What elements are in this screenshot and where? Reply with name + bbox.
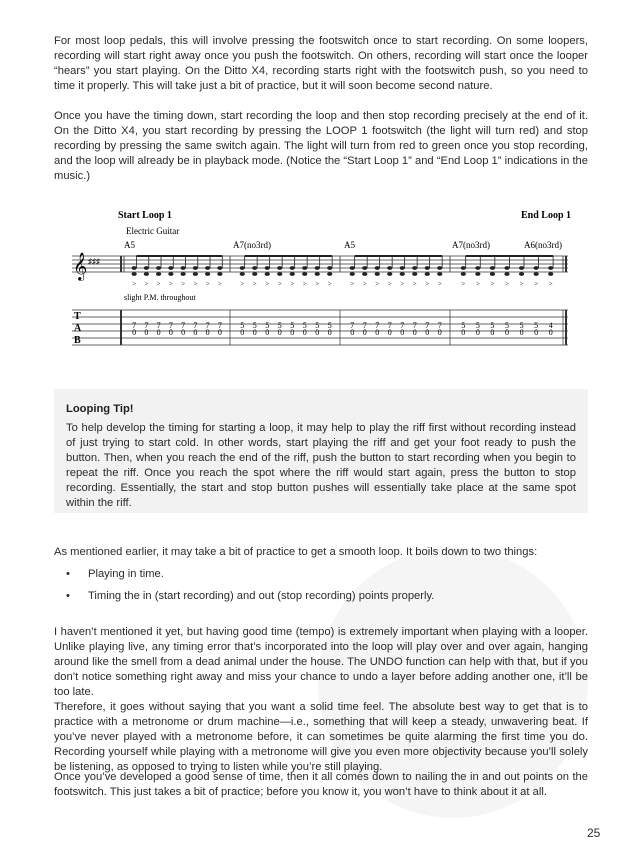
list-item-text: Timing the in (start recording) and out (stop recording) points properly.	[88, 590, 435, 602]
tab-number-top: 5	[302, 321, 307, 330]
notehead	[548, 272, 553, 276]
performance-note: slight P.M. throughout	[124, 293, 196, 302]
tab-number-bottom: 0	[315, 328, 320, 337]
tab-number-top: 7	[412, 321, 417, 330]
notehead	[290, 272, 295, 276]
bullet-icon: •	[66, 568, 70, 580]
tab-numbers	[132, 321, 553, 337]
notehead	[327, 266, 332, 270]
tab-number-bottom: 0	[362, 328, 367, 337]
notehead	[144, 272, 149, 276]
notehead	[490, 266, 495, 270]
notehead	[168, 272, 173, 276]
notehead	[302, 266, 307, 270]
accent-mark: >	[534, 280, 539, 288]
tab-number-top: 5	[519, 321, 524, 330]
notehead	[375, 266, 380, 270]
tab-number-bottom: 0	[490, 328, 495, 337]
notehead	[252, 266, 257, 270]
tab-number-top: 5	[240, 321, 245, 330]
chord-label: A5	[124, 240, 135, 250]
notehead	[504, 266, 509, 270]
instrument-label: Electric Guitar	[126, 226, 180, 236]
notehead	[240, 272, 245, 276]
notehead	[132, 266, 137, 270]
notehead	[240, 266, 245, 270]
notehead	[461, 272, 466, 276]
start-loop-label: Start Loop 1	[118, 210, 172, 221]
paragraph-metronome: Therefore, it goes without saying that you want a solid time feel. The absolute best way to get that is to practice with a metronome or drum machine—i.e., something that will keep a steady, unwavering beat. If you’ve never played with a metronome before, it can sometimes be quite alarming the first time you do. Recording yourself while playing with a metronome will give you even more objectivity because you’ll solely be listening, as opposed to trying to listen while you’re still playing.	[54, 701, 588, 774]
tab-number-bottom: 0	[387, 328, 392, 337]
notehead	[519, 272, 524, 276]
notehead	[350, 272, 355, 276]
notehead	[302, 272, 307, 276]
tab-number-top: 7	[205, 321, 210, 330]
notehead	[205, 272, 210, 276]
tab-number-top: 5	[461, 321, 466, 330]
accent-mark: >	[461, 280, 466, 288]
notehead	[519, 266, 524, 270]
notehead	[193, 272, 198, 276]
tab-number-bottom: 0	[548, 328, 553, 337]
tab-number-top: 5	[315, 321, 320, 330]
accent-mark: >	[156, 280, 161, 288]
notehead	[548, 266, 553, 270]
bullet-icon: •	[66, 590, 70, 602]
tab-letter: A	[74, 323, 82, 334]
tab-number-bottom: 0	[461, 328, 466, 337]
chord-label: A7(no3rd)	[452, 240, 490, 250]
treble-clef-icon: 𝄞	[73, 254, 88, 280]
notehead	[252, 272, 257, 276]
accent-mark: >	[144, 280, 149, 288]
accent-mark: >	[425, 280, 430, 288]
tab-number-bottom: 0	[217, 328, 222, 337]
tab-number-top: 7	[156, 321, 161, 330]
tab-number-top: 7	[362, 321, 367, 330]
notehead	[315, 266, 320, 270]
tab-number-top: 7	[132, 321, 137, 330]
notehead	[277, 272, 282, 276]
tab-number-bottom: 0	[350, 328, 355, 337]
tab-number-top: 7	[437, 321, 442, 330]
chord-label: A5	[344, 240, 355, 250]
accent-mark: >	[265, 280, 270, 288]
notehead	[437, 266, 442, 270]
tab-number-top: 7	[400, 321, 405, 330]
tab-number-bottom: 0	[400, 328, 405, 337]
tab-number-bottom: 0	[534, 328, 539, 337]
tab-number-bottom: 0	[437, 328, 442, 337]
notehead	[265, 266, 270, 270]
tab-number-bottom: 0	[193, 328, 198, 337]
tab-number-top: 7	[375, 321, 380, 330]
notehead	[475, 272, 480, 276]
list-item	[66, 589, 434, 611]
accent-mark: >	[277, 280, 282, 288]
accent-mark: >	[375, 280, 380, 288]
tab-number-top: 7	[193, 321, 198, 330]
accent-mark: >	[490, 280, 495, 288]
list-item	[66, 567, 434, 589]
notehead	[461, 266, 466, 270]
accent-mark: >	[327, 280, 332, 288]
tab-number-bottom: 0	[519, 328, 524, 337]
paragraph-good-time: I haven’t mentioned it yet, but having good time (tempo) is extremely important when playing with a looper. Unlike playing live, any timing error that’s incorporated into the loop will play over and over again, hanging around like the smell from a dead animal under the house. The UNDO function can help with that, but if you don’t notice something right away and miss your chance to undo a layer before adding another one, it’ll be too late.	[54, 626, 588, 699]
accent-mark: >	[548, 280, 553, 288]
notehead	[350, 266, 355, 270]
notehead	[217, 272, 222, 276]
notehead	[362, 266, 367, 270]
notehead	[168, 266, 173, 270]
tab-letter: B	[74, 335, 81, 346]
notehead	[425, 272, 430, 276]
notehead	[412, 266, 417, 270]
paragraph-intro: For most loop pedals, this will involve pressing the footswitch once to start recording. On some loopers, recording will start right away once you push the footswitch. On others, recording will start once the looper “hears” you start playing. On the Ditto X4, recording starts right with the footswitch push, so you need to time it properly. This will take just a bit of practice, but it will soon become second nature.	[54, 35, 588, 93]
accent-mark: >	[181, 280, 186, 288]
accent-mark: >	[302, 280, 307, 288]
tab-number-bottom: 0	[412, 328, 417, 337]
tab-number-top: 7	[144, 321, 149, 330]
accent-mark: >	[350, 280, 355, 288]
tab-number-top: 5	[475, 321, 480, 330]
tab-number-top: 7	[350, 321, 355, 330]
accent-mark: >	[132, 280, 137, 288]
paragraph-timing: Once you have the timing down, start recording the loop and then stop recording precisely at the end of it. On the Ditto X4, you start recording by pressing the LOOP 1 footswitch (the light will turn red) and stop recording by pressing the same switch again. The light will turn from red to green once you stop recording, and the loop will already be in playback mode. (Notice the “Start Loop 1” and “End Loop 1” indications in the music.)	[54, 110, 588, 183]
tab-number-top: 5	[490, 321, 495, 330]
accent-mark: >	[315, 280, 320, 288]
notehead	[327, 272, 332, 276]
notehead	[504, 272, 509, 276]
tab-number-top: 4	[548, 321, 553, 330]
notehead	[290, 266, 295, 270]
tab-number-bottom: 0	[375, 328, 380, 337]
accent-mark: >	[412, 280, 417, 288]
accent-mark: >	[475, 280, 480, 288]
notehead	[387, 266, 392, 270]
notehead	[181, 266, 186, 270]
notehead	[534, 272, 539, 276]
tab-letter: T	[74, 311, 81, 322]
tab-number-bottom: 0	[181, 328, 186, 337]
tab-number-top: 5	[277, 321, 282, 330]
notehead	[277, 266, 282, 270]
notehead	[181, 272, 186, 276]
tab-number-top: 5	[265, 321, 270, 330]
list-item-text: Playing in time.	[88, 568, 164, 580]
notehead	[362, 272, 367, 276]
tab-number-bottom: 0	[505, 328, 509, 337]
notehead	[490, 272, 495, 276]
accent-mark: >	[217, 280, 222, 288]
notehead	[156, 272, 161, 276]
tab-number-top: 5	[534, 321, 539, 330]
notehead	[315, 272, 320, 276]
paragraph-footswitch: Once you’ve developed a good sense of time, then it all comes down to nailing the in and out points on the footswitch. This just takes a bit of practice; before you know it, you won’t have to think about it at all.	[54, 771, 588, 799]
accent-mark: >	[362, 280, 367, 288]
tab-number-bottom: 0	[252, 328, 257, 337]
notehead	[437, 272, 442, 276]
music-notation	[66, 204, 576, 354]
tab-number-bottom: 0	[327, 328, 332, 337]
accent-mark: >	[400, 280, 405, 288]
accent-mark: >	[240, 280, 245, 288]
tab-number-bottom: 0	[425, 328, 430, 337]
end-loop-label: End Loop 1	[521, 210, 572, 221]
notehead	[412, 272, 417, 276]
notehead	[425, 266, 430, 270]
tab-number-bottom: 0	[205, 328, 210, 337]
tab-number-top: 7	[168, 321, 173, 330]
tab-number-top: 5	[252, 321, 257, 330]
accent-mark: >	[387, 280, 392, 288]
bullet-list	[66, 567, 434, 611]
notehead	[400, 266, 405, 270]
tab-number-bottom: 0	[144, 328, 149, 337]
accent-mark: >	[252, 280, 257, 288]
tab-number-bottom: 0	[302, 328, 307, 337]
notehead	[475, 266, 480, 270]
accent-mark: >	[505, 280, 509, 288]
notehead	[265, 272, 270, 276]
notehead	[205, 266, 210, 270]
accent-mark: >	[437, 280, 442, 288]
tab-number-bottom: 0	[277, 328, 282, 337]
tab-number-top: 7	[425, 321, 430, 330]
notehead	[217, 266, 222, 270]
notehead	[144, 266, 149, 270]
accent-mark: >	[519, 280, 524, 288]
chord-label: A7(no3rd)	[233, 240, 271, 250]
paragraph-smooth-loop: As mentioned earlier, it may take a bit of practice to get a smooth loop. It boils down to two things:	[54, 546, 538, 558]
notehead	[193, 266, 198, 270]
tab-number-bottom: 0	[265, 328, 270, 337]
notehead	[534, 266, 539, 270]
tab-number-bottom: 0	[156, 328, 161, 337]
tab-number-bottom: 0	[168, 328, 173, 337]
tab-number-bottom: 0	[240, 328, 245, 337]
tab-number-bottom: 0	[132, 328, 137, 337]
notehead	[387, 272, 392, 276]
tab-number-top: 7	[387, 321, 392, 330]
notehead	[400, 272, 405, 276]
tab-number-top: 7	[181, 321, 186, 330]
accent-mark: >	[193, 280, 198, 288]
looping-tip-box	[54, 389, 588, 513]
tab-number-top: 5	[290, 321, 295, 330]
tab-number-top: 5	[505, 321, 509, 330]
accent-mark: >	[168, 280, 173, 288]
notehead	[375, 272, 380, 276]
notehead	[132, 272, 137, 276]
tab-number-top: 7	[217, 321, 222, 330]
accent-mark: >	[205, 280, 210, 288]
chord-label: A6(no3rd)	[524, 240, 562, 250]
notehead	[156, 266, 161, 270]
tab-number-top: 5	[327, 321, 332, 330]
page-number: 25	[587, 826, 601, 840]
key-signature: ♯♯♯	[88, 257, 100, 266]
tip-title: Looping Tip!	[66, 403, 134, 415]
accent-mark: >	[290, 280, 295, 288]
tip-body: To help develop the timing for starting a loop, it may help to play the riff first without recording instead of just trying to start cold. In other words, start playing the riff and get your foot ready to push the button. Then, when you reach the end of the riff, push the button to start recording when you begin to repeat the riff. Once you reach the spot where the riff would start again, press the button to stop recording. Essentially, the start and stop button pushes will essentially take place at the same spot within the riff.	[66, 422, 576, 510]
tab-number-bottom: 0	[475, 328, 480, 337]
tab-number-bottom: 0	[290, 328, 295, 337]
